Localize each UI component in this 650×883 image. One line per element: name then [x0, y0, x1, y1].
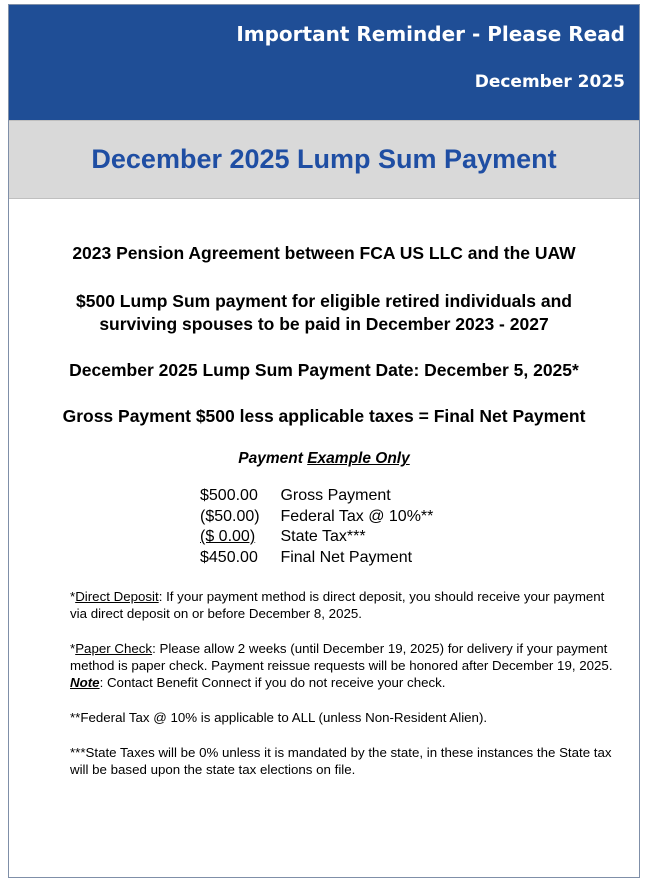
- paper-check-term: Paper Check: [75, 641, 153, 656]
- state-tax-note: ***State Taxes will be 0% unless it is mandated by the state, in these instances the State tax will be based upon the state tax elections on file.: [70, 745, 612, 777]
- paper-check-note: [70, 640, 620, 691]
- paper-check-note-text: : Contact Benefit Connect if you do not receive your check.: [99, 675, 446, 690]
- example-row-state: [200, 528, 433, 549]
- direct-deposit-term: Direct Deposit: [75, 589, 159, 604]
- example-label: Final Net Payment: [280, 548, 413, 566]
- eligibility-line-2: surviving spouses to be paid in December 2023 - 2027: [99, 314, 549, 334]
- agreement-line: 2023 Pension Agreement between FCA US LLC and the UAW: [72, 243, 576, 263]
- paper-check-text: : Please allow 2 weeks (until December 19, 2025) for delivery if your payment method is paper check. Payment reissue requests will be honored after December 19, 2025.: [70, 641, 613, 673]
- direct-deposit-note: [70, 588, 620, 622]
- example-amount: $450.00: [200, 548, 258, 566]
- example-amount: ($50.00): [200, 507, 260, 525]
- example-heading: [8, 450, 640, 468]
- example-amount: ($ 0.00): [200, 528, 256, 545]
- example-label: Gross Payment: [280, 487, 391, 504]
- gross-payment-line: Gross Payment $500 less applicable taxes = Final Net Payment: [62, 406, 586, 426]
- note-star: *: [70, 641, 76, 656]
- example-label: Federal Tax @ 10%**: [280, 507, 434, 525]
- example-amount: $500.00: [200, 487, 258, 504]
- example-label: State Tax***: [280, 528, 366, 545]
- example-row-gross: [200, 487, 433, 508]
- payment-date-line: December 2025 Lump Sum Payment Date: December 5, 2025*: [69, 360, 579, 380]
- note-star: *: [70, 589, 76, 604]
- example-row-net: [200, 549, 433, 570]
- direct-deposit-text: : If your payment method is direct deposit, you should receive your payment via direct deposit on or before December 8, 2025.: [70, 589, 605, 621]
- page-title: December 2025 Lump Sum Payment: [91, 144, 557, 174]
- example-heading-underlined: Example Only: [307, 450, 410, 467]
- example-row-federal: [200, 508, 433, 529]
- payment-example: [200, 487, 433, 569]
- example-heading-prefix: Payment: [238, 450, 303, 467]
- reminder-heading: Important Reminder - Please Read: [236, 22, 625, 46]
- eligibility-line-1: $500 Lump Sum payment for eligible retired individuals and: [76, 291, 572, 311]
- note-label: Note: [70, 675, 100, 690]
- header-month: December 2025: [474, 72, 625, 92]
- federal-tax-note: **Federal Tax @ 10% is applicable to ALL (unless Non-Resident Alien).: [70, 710, 488, 725]
